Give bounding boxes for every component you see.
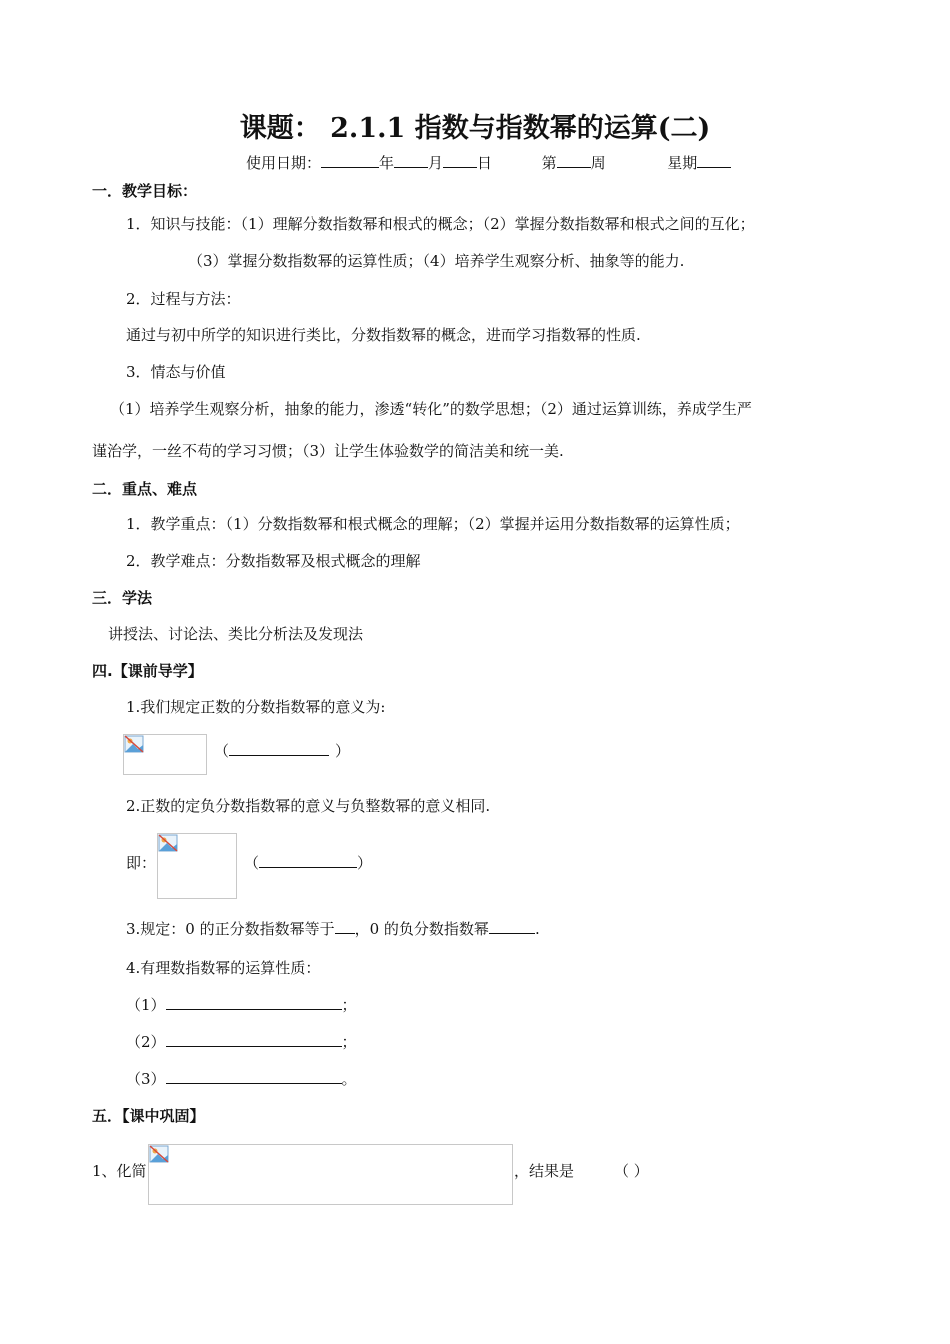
formula-image-1 xyxy=(123,734,207,775)
goal-process: 2．过程与方法： xyxy=(126,290,241,308)
weekday-label: 星期 xyxy=(667,154,698,172)
formula-image-3 xyxy=(148,1144,513,1205)
goal-value-text: （1）培养学生观察分析，抽象的能力，渗透“转化”的数学思想；（2）通过运算训练，养成学生严 xyxy=(110,400,752,418)
use-date-label: 使用日期： xyxy=(246,154,322,172)
section-1-heading: 一．教学目标： xyxy=(92,182,198,200)
formula-image-2 xyxy=(157,833,237,899)
year-blank xyxy=(321,153,379,168)
week-blank xyxy=(557,153,591,168)
goal-value-text-2: 谨治学，一丝不苟的学习习惯；（3）让学生体验数学的简洁美和统一美. xyxy=(92,442,564,460)
week-prefix: 第 xyxy=(541,154,557,172)
weekday-blank xyxy=(697,153,731,168)
page-title: 课题： 2.1.1 指数与指数幂的运算(二) xyxy=(239,113,711,144)
week-label: 周 xyxy=(590,154,606,172)
day-label: 日 xyxy=(477,154,493,172)
property-3: （3） 。 xyxy=(126,1070,357,1088)
exercise-1-suffix: ，结果是 xyxy=(514,1162,575,1180)
year-label: 年 xyxy=(379,154,395,172)
learning-methods: 讲授法、讨论法、类比分析法及发现法 xyxy=(108,625,364,643)
broken-image-icon xyxy=(124,735,144,753)
section-3-heading: 三．学法 xyxy=(92,589,153,607)
goal-process-text: 通过与初中所学的知识进行类比，分数指数幂的概念，进而学习指数幂的性质. xyxy=(126,326,641,344)
section-5-heading: 五．【课中巩固】 xyxy=(92,1107,205,1125)
property-1: （1） ； xyxy=(126,996,357,1014)
broken-image-icon xyxy=(158,834,178,852)
month-blank xyxy=(394,153,428,168)
goal-knowledge-cont: （3）掌握分数指数幂的运算性质；（4）培养学生观察分析、抽象等的能力. xyxy=(188,252,685,270)
goal-value: 3．情态与价值 xyxy=(126,363,226,381)
question-1: 1.我们规定正数的分数指数幂的意义为: xyxy=(126,698,386,716)
question-2: 2.正数的定负分数指数幂的意义与负整数幂的意义相同. xyxy=(126,797,491,815)
question-3: 3.规定：0 的正分数指数幂等于 ，0 的负分数指数幂 . xyxy=(126,920,540,938)
section-2-heading: 二．重点、难点 xyxy=(92,480,198,498)
question-2-prefix: 即： xyxy=(126,854,157,872)
date-line xyxy=(246,152,731,173)
difficult-point: 2．教学难点：分数指数幂及根式概念的理解 xyxy=(126,552,421,570)
blank-positive xyxy=(335,919,355,934)
broken-image-icon xyxy=(149,1145,169,1163)
answer-blank-1: （ ） xyxy=(214,742,351,760)
month-label: 月 xyxy=(428,154,444,172)
section-4-heading: 四.【课前导学】 xyxy=(92,662,203,680)
blank-negative xyxy=(489,919,535,934)
question-4: 4.有理数指数幂的运算性质： xyxy=(126,959,321,977)
exercise-1-answer-blank: （ ） xyxy=(614,1162,649,1180)
exercise-1-prefix: 1、化简 xyxy=(92,1162,147,1180)
day-blank xyxy=(443,153,477,168)
property-2: （2） ； xyxy=(126,1033,357,1051)
answer-blank-2: （ ） xyxy=(244,854,373,872)
key-point: 1．教学重点：（1）分数指数幂和根式概念的理解；（2）掌握并运用分数指数幂的运算性质； xyxy=(126,515,740,533)
goal-knowledge: 1．知识与技能：（1）理解分数指数幂和根式的概念；（2）掌握分数指数幂和根式之间的互化； xyxy=(126,215,755,233)
